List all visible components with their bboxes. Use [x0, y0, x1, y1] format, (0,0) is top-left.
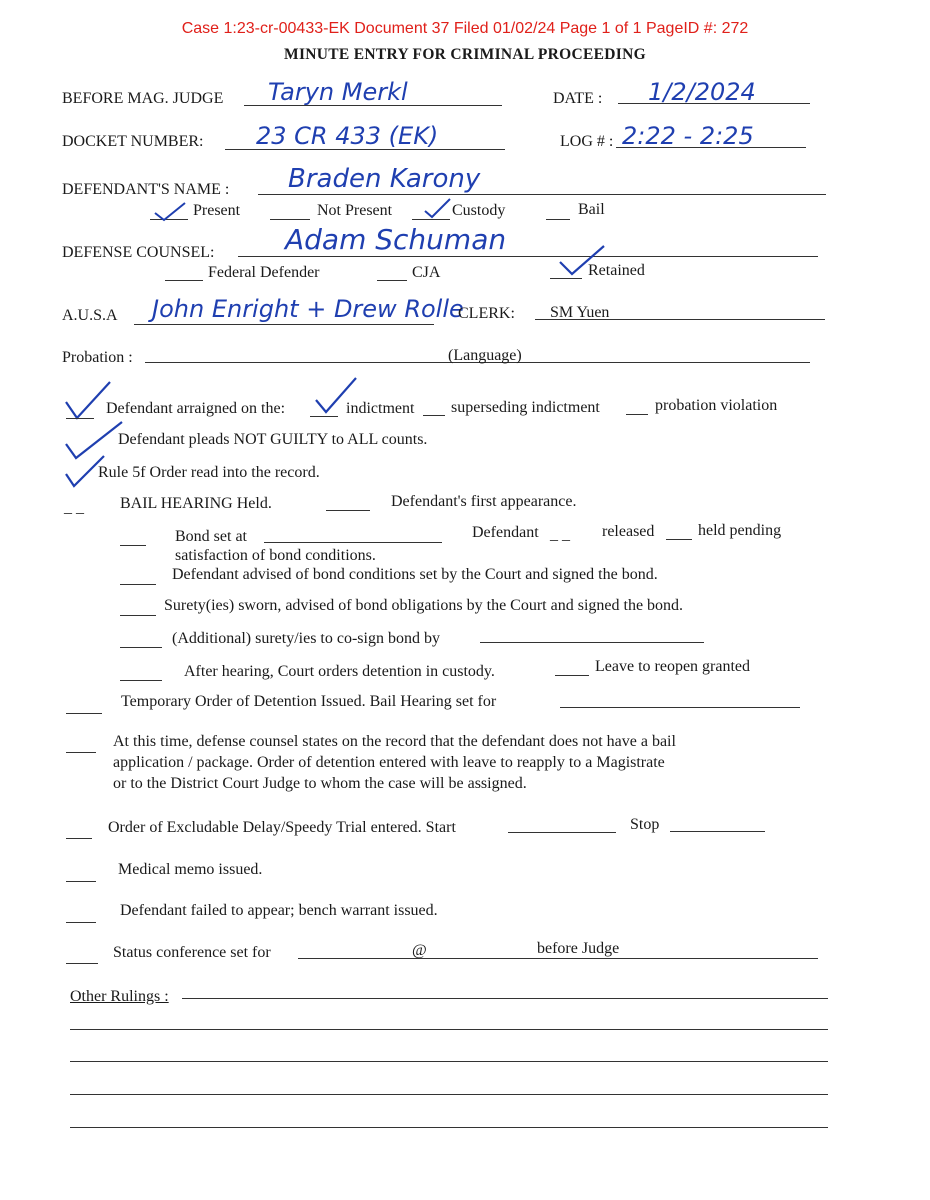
leave-reopen-label: Leave to reopen granted: [595, 658, 751, 675]
probation-label: Probation :: [62, 349, 133, 366]
retained-label: Retained: [588, 262, 645, 279]
stop-label: Stop: [630, 816, 660, 833]
other-rulings-line-3: [70, 1094, 828, 1095]
satisfaction-label: satisfaction of bond conditions.: [175, 547, 376, 564]
arraigned-label: Defendant arraigned on the:: [106, 400, 286, 417]
judge-label: BEFORE MAG. JUDGE: [62, 90, 224, 107]
ausa-line: [134, 324, 434, 325]
temp-order-label: Temporary Order of Detention Issued. Bail Hearing set for: [121, 693, 497, 710]
ausa-label: A.U.S.A: [62, 307, 118, 324]
federal-defender-blank: [165, 280, 203, 281]
clerk-value: SM Yuen: [550, 304, 610, 321]
at-this-time-line1: At this time, defense counsel states on the record that the defendant does not have a bail: [113, 733, 676, 750]
probation-violation-label: probation violation: [655, 397, 778, 414]
counsel-line: [238, 256, 818, 257]
failed-appear-blank: [66, 922, 96, 923]
not-present-blank: [270, 219, 310, 220]
counsel-value: Adam Schuman: [285, 223, 507, 256]
docket-value: 23 CR 433 (EK): [256, 122, 439, 150]
after-hearing-blank: [120, 680, 162, 681]
retained-blank: [550, 278, 582, 279]
defendant-line: [258, 194, 826, 195]
rule5f-label: Rule 5f Order read into the record.: [98, 464, 320, 481]
other-rulings-line-4: [70, 1127, 828, 1128]
indictment-after-blank: [423, 415, 445, 416]
filing-stamp: Case 1:23-cr-00433-EK Document 37 Filed 01/02/24 Page 1 of 1 PageID #: 272: [181, 20, 749, 37]
bond-set-blank: [120, 545, 146, 546]
custody-checkmark: [422, 196, 454, 220]
superseding-after-blank: [626, 414, 648, 415]
indictment-blank: [310, 416, 338, 417]
indictment-label: indictment: [346, 400, 415, 417]
log-label: LOG # :: [560, 133, 614, 150]
custody-label: Custody: [452, 202, 506, 219]
advised-label: Defendant advised of bond conditions set by the Court and signed the bond.: [172, 566, 658, 583]
defendant-label: DEFENDANT'S NAME :: [62, 181, 230, 198]
at-this-time-line2: application / package. Order of detention entered with leave to reapply to a Magistrate: [113, 754, 665, 771]
status-conf-label: Status conference set for: [113, 944, 271, 961]
additional-surety-line: [480, 642, 704, 643]
medical-blank: [66, 881, 96, 882]
surety-label: Surety(ies) sworn, advised of bond obligations by the Court and signed the bond.: [164, 597, 684, 614]
cja-label: CJA: [412, 264, 441, 281]
bail-hearing-date-line: [560, 707, 800, 708]
before-judge-label: before Judge: [537, 940, 620, 957]
defendant-label-2: Defendant: [472, 524, 539, 541]
bond-set-label: Bond set at: [175, 528, 247, 545]
released-label: released: [602, 523, 655, 540]
released-blank: [666, 539, 692, 540]
judge-value: Taryn Merkl: [268, 78, 408, 106]
other-rulings-line-2: [70, 1061, 828, 1062]
surety-blank: [120, 615, 156, 616]
excludable-start-line: [508, 832, 616, 833]
cja-blank: [377, 280, 407, 281]
status-conf-line: [298, 958, 818, 959]
excludable-blank: [66, 838, 92, 839]
bail-hearing-label: BAIL HEARING Held.: [120, 495, 272, 512]
counsel-label: DEFENSE COUNSEL:: [62, 244, 215, 261]
not-present-label: Not Present: [317, 202, 393, 219]
first-appearance-label: Defendant's first appearance.: [391, 493, 577, 510]
advised-blank: [120, 584, 156, 585]
additional-surety-label: (Additional) surety/ies to co-sign bond by: [172, 630, 440, 647]
after-hearing-label: After hearing, Court orders detention in custody.: [184, 663, 495, 680]
federal-defender-label: Federal Defender: [208, 264, 320, 281]
language-label: (Language): [448, 347, 522, 364]
clerk-label: CLERK:: [458, 305, 515, 322]
defendant-value: Braden Karony: [288, 164, 481, 194]
other-rulings-label: Other Rulings :: [70, 988, 169, 1005]
docket-label: DOCKET NUMBER:: [62, 133, 204, 150]
log-value: 2:22 - 2:25: [622, 122, 754, 150]
failed-appear-label: Defendant failed to appear; bench warrant issued.: [120, 902, 438, 919]
not-guilty-label: Defendant pleads NOT GUILTY to ALL counts.: [118, 431, 428, 448]
date-label: DATE :: [553, 90, 603, 107]
at-this-time-blank: [66, 752, 96, 753]
excludable-label: Order of Excludable Delay/Speedy Trial entered. Start: [108, 819, 456, 836]
other-rulings-line-0: [182, 998, 828, 999]
held-pending-label: held pending: [698, 522, 782, 539]
at-this-time-line3: or to the District Court Judge to whom the case will be assigned.: [113, 775, 527, 792]
defendant-blank: _ _: [550, 526, 570, 543]
additional-surety-blank: [120, 647, 162, 648]
ausa-value: John Enright + Drew Rolle: [152, 295, 464, 323]
first-appearance-blank: [326, 510, 370, 511]
bail-label: Bail: [578, 201, 605, 218]
superseding-label: superseding indictment: [451, 399, 600, 416]
bail-hearing-blank: _ _: [64, 499, 84, 516]
date-value: 1/2/2024: [648, 78, 756, 106]
bail-blank: [546, 219, 570, 220]
present-checkmark: [152, 200, 188, 222]
bond-amount-line: [264, 542, 442, 543]
excludable-stop-line: [670, 831, 765, 832]
leave-reopen-blank: [555, 675, 589, 676]
other-rulings-line-1: [70, 1029, 828, 1030]
form-title: MINUTE ENTRY FOR CRIMINAL PROCEEDING: [284, 46, 646, 63]
temp-order-blank: [66, 713, 102, 714]
medical-label: Medical memo issued.: [118, 861, 263, 878]
status-conf-blank: [66, 963, 98, 964]
status-conf-at: @: [412, 942, 427, 959]
present-label: Present: [193, 202, 241, 219]
